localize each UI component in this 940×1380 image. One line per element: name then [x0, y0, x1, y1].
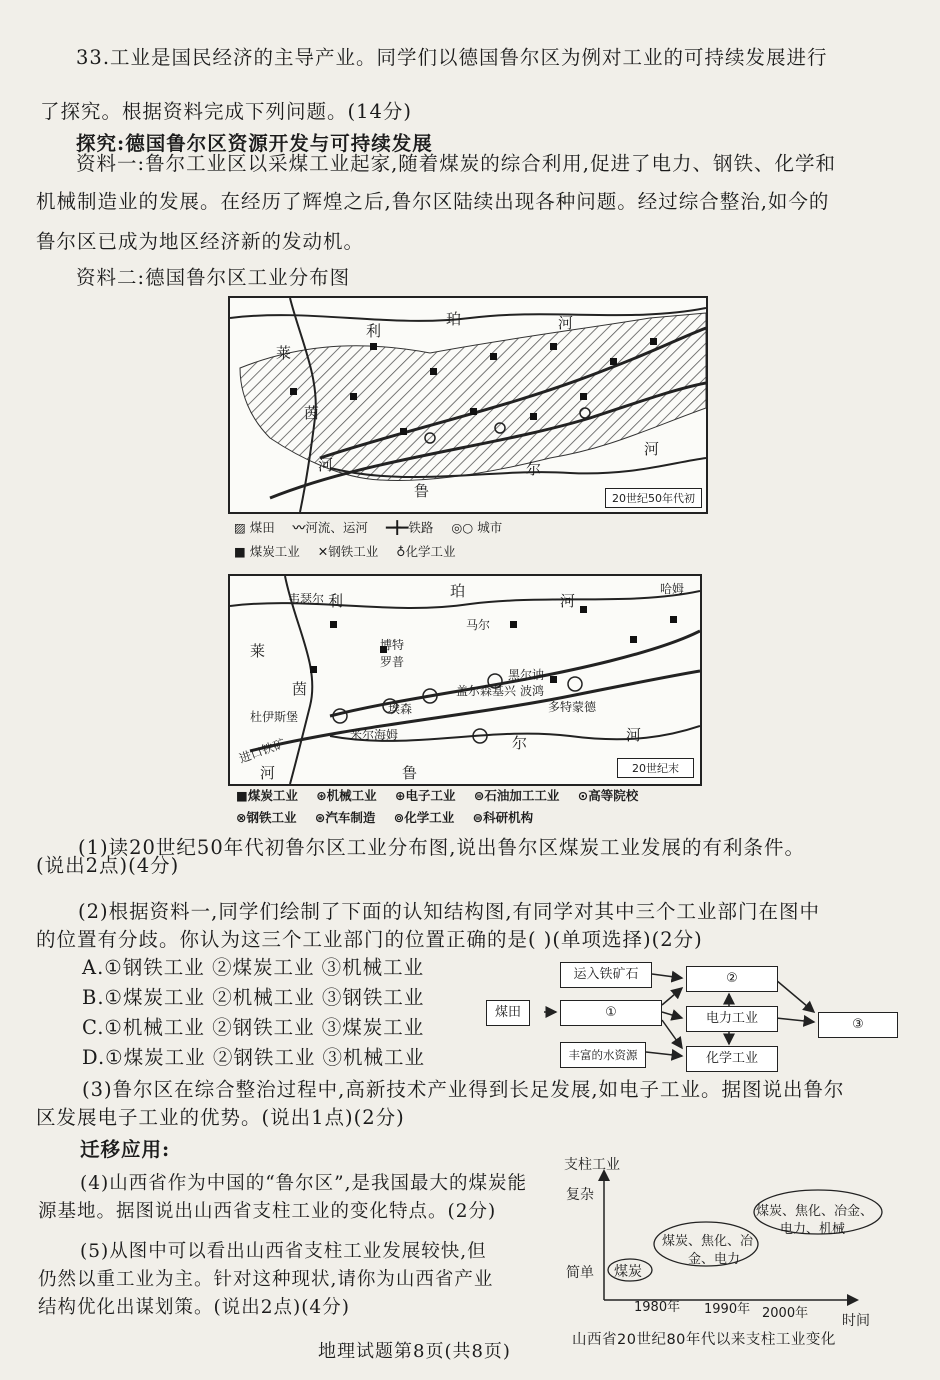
q4-line2: 源基地。据图说出山西省支柱工业的变化特点。(2分) — [38, 1201, 497, 1222]
map2-label-herne: 黑尔讷 — [508, 668, 545, 682]
map1-label-lai: 莱 — [276, 344, 292, 362]
map2-legend-row2 — [236, 808, 547, 826]
flow-node-1: ① — [560, 1000, 662, 1026]
flow-power: 电力工业 — [686, 1006, 778, 1032]
map1-label-po: 珀 — [446, 310, 462, 328]
map2-label-weisel: 韦瑟尔 — [288, 592, 325, 606]
map2-label-bochum: 波鸿 — [520, 684, 545, 698]
legend-rail: ━╋━铁路 — [385, 520, 434, 535]
flow-chemical: 化学工业 — [686, 1046, 778, 1072]
chart-tick-2000: 2000年 — [762, 1306, 809, 1321]
legend2-machinery: ⊛机械工业 — [316, 788, 377, 803]
map2-label-li: 利 — [328, 592, 344, 610]
machinery-icon: ⊛ — [316, 788, 327, 803]
q5-line3: 结构优化出谋划策。(说出2点)(4分) — [38, 1297, 350, 1318]
electronics-icon: ⊕ — [395, 788, 406, 803]
legend2-research: ⊜科研机构 — [472, 810, 534, 825]
map2-label-mulheim: 米尔海姆 — [350, 728, 399, 742]
q2-option-b: B.①煤炭工业 ②机械工业 ③钢铁工业 — [82, 986, 425, 1009]
legend2-coal: ■煤炭工业 — [236, 788, 298, 803]
page-footer: 地理试题第8页(共8页) — [318, 1341, 511, 1362]
map2-label-essen: 埃森 — [388, 702, 413, 716]
legend2-university: ⊙高等院校 — [577, 788, 639, 803]
legend-chem: ♁化学工业 — [396, 544, 456, 559]
material1-line1: 资料一:鲁尔工业区以采煤工业起家,随着煤炭的综合利用,促进了电力、钢铁、化学和 — [76, 152, 836, 175]
coal-icon: ■ — [234, 544, 246, 559]
rail-icon: ━╋━ — [385, 520, 409, 535]
q5-line1: (5)从图中可以看出山西省支柱工业发展较快,但 — [80, 1241, 487, 1262]
q2-line1: (2)根据资料一,同学们绘制了下面的认知结构图,有同学对其中三个工业部门在图中 — [78, 900, 821, 923]
legend-coal: ■ 煤炭工业 — [234, 544, 300, 559]
map2-legend-row1 — [236, 786, 652, 804]
flow-coalfield: 煤田 — [486, 1000, 530, 1026]
map2-label-gelsen: 盖尔森基兴 — [456, 684, 517, 698]
map2-label-hamm: 哈姆 — [660, 582, 685, 596]
legend-river: 〰河流、运河 — [292, 520, 368, 535]
question-intro-line2: 了探究。根据资料完成下列问题。(14分) — [40, 100, 413, 123]
material2-caption: 资料二:德国鲁尔区工业分布图 — [76, 266, 351, 289]
map1-label-he3: 河 — [644, 440, 660, 458]
map1-label-er: 尔 — [526, 460, 542, 478]
map2-label-lai: 莱 — [250, 642, 266, 660]
legend2-steel: ⊗钢铁工业 — [236, 810, 297, 825]
chart-entry-2000s-b: 电力、机械 — [780, 1222, 846, 1237]
flow-iron-ore: 运入铁矿石 — [560, 962, 652, 988]
q4-line1: (4)山西省作为中国的“鲁尔区”,是我国最大的煤炭能 — [80, 1173, 528, 1194]
chem-icon: ♁ — [396, 544, 406, 559]
map2-label-er: 尔 — [512, 734, 528, 752]
map1-label-lu: 鲁 — [414, 482, 430, 500]
research-icon: ⊜ — [472, 810, 484, 825]
map2-label-he1: 河 — [560, 592, 576, 610]
legend2-chemical: ⊚化学工业 — [393, 810, 455, 825]
transfer-heading: 迁移应用: — [80, 1138, 171, 1161]
inquiry-heading: 探究:德国鲁尔区资源开发与可持续发展 — [76, 132, 433, 155]
q3-line2: 区发展电子工业的优势。(说出1点)(2分) — [36, 1106, 405, 1129]
chemical-icon: ⊚ — [393, 810, 405, 825]
map1-label-li: 利 — [366, 322, 382, 340]
legend-city: ◎○ 城市 — [451, 520, 503, 535]
chart-ylabel: 支柱工业 — [564, 1157, 620, 1173]
legend-coalfield: ▨ 煤田 — [234, 520, 275, 535]
map2-label-he3: 河 — [626, 726, 642, 744]
material1-line2: 机械制造业的发展。在经历了辉煌之后,鲁尔区陆续出现各种问题。经过综合整治,如今的 — [36, 190, 830, 213]
map1-label-he1: 河 — [558, 314, 574, 332]
legend-steel: ✕钢铁工业 — [317, 544, 379, 559]
river-icon: 〰 — [292, 520, 306, 535]
map2-label-po: 珀 — [450, 582, 466, 600]
map1-label-yin: 茵 — [304, 404, 320, 422]
map-late-20th — [228, 574, 702, 786]
q2-option-d: D.①煤炭工业 ②钢铁工业 ③机械工业 — [82, 1046, 426, 1069]
chart-y-high: 复杂 — [566, 1187, 594, 1203]
map2-period-stamp: 20世纪末 — [617, 758, 694, 778]
coal-icon: ■ — [236, 788, 248, 803]
map-1950s — [228, 296, 708, 514]
chart-tick-1990: 1990年 — [704, 1302, 751, 1317]
map1-label-he2: 河 — [318, 456, 334, 474]
chart-entry-1990s-b: 金、电力 — [688, 1252, 741, 1267]
university-icon: ⊙ — [577, 788, 589, 803]
coal-markers-2 — [310, 606, 677, 683]
chart-entry-2000s-a: 煤炭、焦化、冶金、 — [756, 1204, 874, 1219]
map2-label-lu: 鲁 — [402, 764, 418, 782]
flow-water: 丰富的水资源 — [560, 1042, 646, 1068]
flow-node-2: ② — [686, 966, 778, 992]
q1-line1: (1)读20世纪50年代初鲁尔区工业分布图,说出鲁尔区煤炭工业发展的有利条件。 — [78, 836, 805, 859]
legend2-electronics: ⊕电子工业 — [395, 788, 456, 803]
city-icon: ◎○ — [451, 520, 474, 535]
chart-entry-1990s-a: 煤炭、焦化、冶 — [662, 1234, 754, 1249]
lippe-river — [230, 308, 706, 321]
auto-icon: ⊛ — [314, 810, 326, 825]
map2-label-botrop: 博特罗普 — [380, 638, 405, 669]
steel-icon: ✕ — [317, 544, 329, 559]
coalfield-icon: ▨ — [234, 520, 246, 535]
flow-node-3: ③ — [818, 1012, 898, 1038]
map-1950s-drawing — [230, 298, 706, 512]
q2-option-a: A.①钢铁工业 ②煤炭工业 ③机械工业 — [82, 956, 425, 979]
q5-line2: 仍然以重工业为主。针对这种现状,请你为山西省产业 — [38, 1269, 494, 1290]
question-intro-line1: 33.工业是国民经济的主导产业。同学们以德国鲁尔区为例对工业的可持续发展进行 — [76, 46, 828, 69]
map2-label-port-rail: 进口铁矿 — [237, 736, 288, 766]
q2-option-c: C.①机械工业 ②钢铁工业 ③煤炭工业 — [82, 1016, 425, 1039]
legend2-auto: ⊛汽车制造 — [314, 810, 376, 825]
map2-label-he2: 河 — [260, 764, 276, 782]
map1-legend-row1 — [234, 518, 516, 536]
map2-label-duisburg: 杜伊斯堡 — [250, 710, 299, 724]
petroleum-icon: ⊜ — [473, 788, 485, 803]
chart-y-low: 简单 — [566, 1265, 594, 1281]
legend2-petroleum: ⊜石油加工工业 — [473, 788, 560, 803]
chart-xlabel: 时间 — [842, 1313, 870, 1329]
map1-period-stamp: 20世纪50年代初 — [605, 488, 702, 508]
chart-caption: 山西省20世纪80年代以来支柱工业变化 — [572, 1332, 836, 1348]
material1-line3: 鲁尔区已成为地区经济新的发动机。 — [36, 230, 365, 253]
map1-legend-row2 — [234, 542, 469, 560]
q3-line1: (3)鲁尔区在综合整治过程中,高新技术产业得到长足发展,如电子工业。据图说出鲁尔 — [82, 1078, 845, 1101]
map2-label-yin: 茵 — [292, 680, 308, 698]
steel-icon: ⊗ — [236, 810, 247, 825]
chart-tick-1980: 1980年 — [634, 1300, 681, 1315]
map2-label-dortmund: 多特蒙德 — [548, 700, 597, 714]
map2-label-maer: 马尔 — [466, 618, 491, 632]
q2-line2: 的位置有分歧。你认为这三个工业部门的位置正确的是( )(单项选择)(2分) — [36, 928, 703, 951]
q1-line2: (说出2点)(4分) — [36, 854, 180, 877]
chart-entry-1980s: 煤炭 — [614, 1264, 642, 1280]
